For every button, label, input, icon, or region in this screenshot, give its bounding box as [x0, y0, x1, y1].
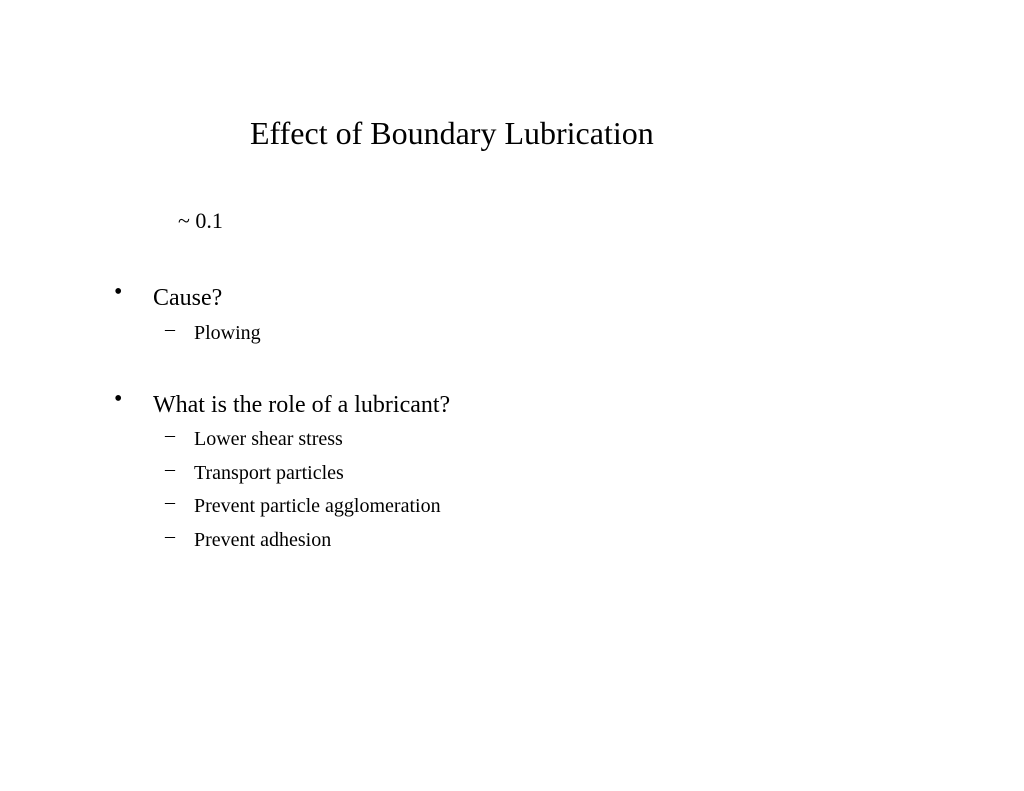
sub-item	[0, 527, 1024, 553]
dash-icon: –	[165, 318, 175, 340]
bullet-dot-icon: •	[114, 386, 123, 412]
sub-item	[0, 320, 1024, 346]
slide-title: Effect of Boundary Lubrication	[250, 115, 654, 151]
sub-item-text: Lower shear stress	[194, 428, 343, 450]
sub-item-text: Transport particles	[194, 462, 344, 484]
sub-item-text: Prevent particle agglomeration	[194, 495, 441, 517]
sub-item-text: Plowing	[194, 322, 261, 344]
bullet-text: Cause?	[153, 285, 223, 311]
approx-value: ~ 0.1	[178, 208, 223, 233]
bullet-text: What is the role of a lubricant?	[153, 392, 451, 418]
dash-icon: –	[165, 525, 175, 547]
bullet-item-cause	[0, 279, 1024, 313]
sub-item	[0, 460, 1024, 486]
bullet-dot-icon: •	[114, 279, 123, 305]
sub-item-text: Prevent adhesion	[194, 529, 332, 551]
dash-icon: –	[165, 491, 175, 513]
dash-icon: –	[165, 424, 175, 446]
sub-item	[0, 493, 1024, 519]
sub-item	[0, 426, 1024, 452]
dash-icon: –	[165, 458, 175, 480]
bullet-item-role	[0, 386, 1024, 420]
